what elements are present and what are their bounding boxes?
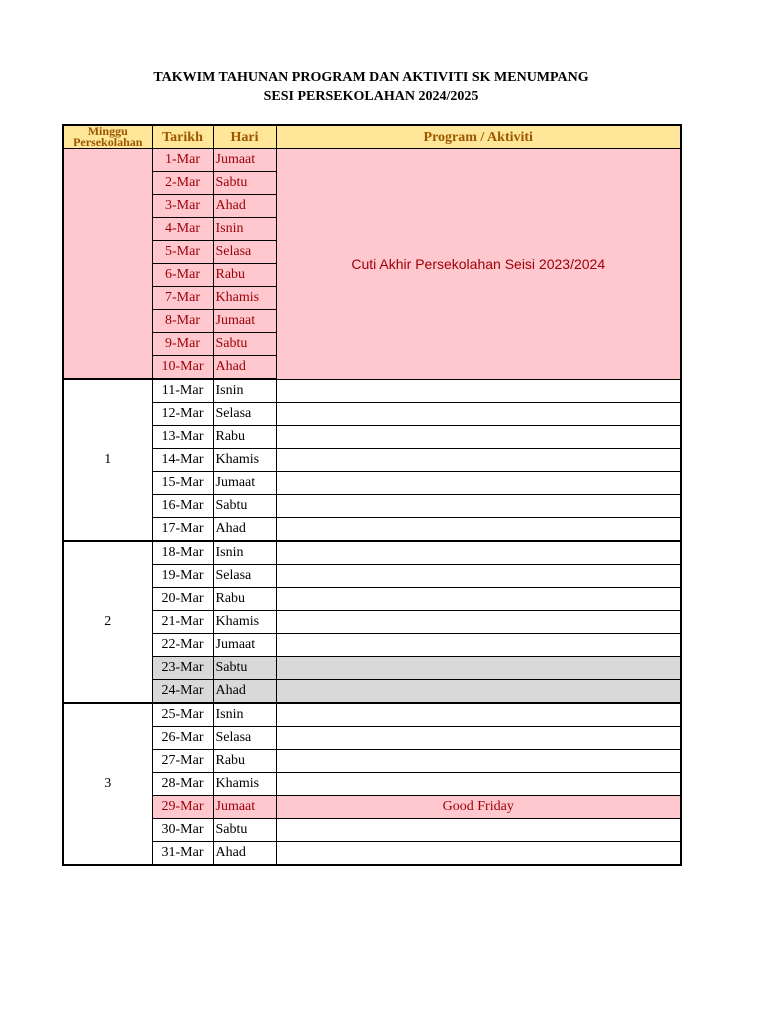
- program-cell: [276, 379, 681, 403]
- day-cell: Selasa: [213, 241, 276, 264]
- table-row: [63, 426, 681, 449]
- date-cell: 28-Mar: [152, 773, 213, 796]
- day-cell: Khamis: [213, 773, 276, 796]
- program-cell: [276, 403, 681, 426]
- date-cell: 14-Mar: [152, 449, 213, 472]
- document-title: TAKWIM TAHUNAN PROGRAM DAN AKTIVITI SK MENUMPANG: [153, 70, 589, 85]
- program-cell: [276, 819, 681, 842]
- date-cell: 19-Mar: [152, 565, 213, 588]
- day-cell: Isnin: [213, 379, 276, 403]
- day-cell: Selasa: [213, 727, 276, 750]
- date-cell: 8-Mar: [152, 310, 213, 333]
- date-cell: 13-Mar: [152, 426, 213, 449]
- day-cell: Ahad: [213, 842, 276, 866]
- date-cell: 1-Mar: [152, 149, 213, 172]
- table-row: [63, 518, 681, 542]
- date-cell: 21-Mar: [152, 611, 213, 634]
- day-cell: Khamis: [213, 611, 276, 634]
- table-row: [63, 819, 681, 842]
- date-cell: 16-Mar: [152, 495, 213, 518]
- day-cell: Khamis: [213, 287, 276, 310]
- date-cell: 2-Mar: [152, 172, 213, 195]
- date-cell: 10-Mar: [152, 356, 213, 380]
- table-row: [63, 842, 681, 866]
- program-cell: [276, 449, 681, 472]
- table-row: [63, 611, 681, 634]
- table-row: [63, 403, 681, 426]
- header-tarikh: Tarikh: [152, 125, 213, 149]
- document-subtitle: SESI PERSEKOLAHAN 2024/2025: [263, 89, 479, 104]
- day-cell: Jumaat: [213, 310, 276, 333]
- program-cell: [276, 680, 681, 704]
- header-minggu-line1: Minggu: [87, 125, 128, 138]
- table-row: [63, 472, 681, 495]
- table-header-row: [63, 125, 681, 149]
- date-cell: 3-Mar: [152, 195, 213, 218]
- date-cell: 7-Mar: [152, 287, 213, 310]
- day-cell: Sabtu: [213, 819, 276, 842]
- date-cell: 23-Mar: [152, 657, 213, 680]
- program-cell: [276, 426, 681, 449]
- day-cell: Rabu: [213, 750, 276, 773]
- table-row: [63, 727, 681, 750]
- day-cell: Jumaat: [213, 472, 276, 495]
- date-cell: 9-Mar: [152, 333, 213, 356]
- table-row: [63, 449, 681, 472]
- table-row: [63, 773, 681, 796]
- table-body: [63, 149, 681, 866]
- date-cell: 25-Mar: [152, 703, 213, 727]
- table-row: [63, 796, 681, 819]
- day-cell: Ahad: [213, 680, 276, 704]
- program-cell: [276, 634, 681, 657]
- header-minggu-line2: Persekolahan: [73, 135, 143, 149]
- date-cell: 30-Mar: [152, 819, 213, 842]
- table-row: [63, 541, 681, 565]
- date-cell: 11-Mar: [152, 379, 213, 403]
- day-cell: Ahad: [213, 356, 276, 380]
- date-cell: 22-Mar: [152, 634, 213, 657]
- program-cell: [276, 842, 681, 866]
- date-cell: 5-Mar: [152, 241, 213, 264]
- program-cell: [276, 518, 681, 542]
- day-cell: Rabu: [213, 588, 276, 611]
- day-cell: Ahad: [213, 195, 276, 218]
- program-cell: [276, 773, 681, 796]
- table-row: [63, 379, 681, 403]
- day-cell: Jumaat: [213, 796, 276, 819]
- day-cell: Selasa: [213, 565, 276, 588]
- program-cell: [276, 611, 681, 634]
- day-cell: Ahad: [213, 518, 276, 542]
- program-cell: [276, 541, 681, 565]
- date-cell: 17-Mar: [152, 518, 213, 542]
- week-cell-empty: [63, 149, 152, 380]
- program-cell: [276, 750, 681, 773]
- day-cell: Sabtu: [213, 172, 276, 195]
- day-cell: Jumaat: [213, 149, 276, 172]
- day-cell: Sabtu: [213, 333, 276, 356]
- day-cell: Jumaat: [213, 634, 276, 657]
- date-cell: 20-Mar: [152, 588, 213, 611]
- day-cell: Rabu: [213, 426, 276, 449]
- table-row: [63, 634, 681, 657]
- day-cell: Khamis: [213, 449, 276, 472]
- header-hari: Hari: [213, 125, 276, 149]
- day-cell: Sabtu: [213, 495, 276, 518]
- day-cell: Isnin: [213, 218, 276, 241]
- program-cell: [276, 727, 681, 750]
- program-cell: [276, 657, 681, 680]
- date-cell: 24-Mar: [152, 680, 213, 704]
- date-cell: 12-Mar: [152, 403, 213, 426]
- week-number-cell: 1: [63, 379, 152, 541]
- day-cell: Isnin: [213, 703, 276, 727]
- table-row: [63, 657, 681, 680]
- week-number-cell: 3: [63, 703, 152, 865]
- table-row: [63, 565, 681, 588]
- header-program: Program / Aktiviti: [276, 125, 681, 149]
- day-cell: Isnin: [213, 541, 276, 565]
- header-minggu: [63, 125, 152, 149]
- table-row: [63, 680, 681, 704]
- takwim-table: [62, 124, 682, 866]
- date-cell: 4-Mar: [152, 218, 213, 241]
- date-cell: 18-Mar: [152, 541, 213, 565]
- day-cell: Selasa: [213, 403, 276, 426]
- program-cell: [276, 703, 681, 727]
- day-cell: Sabtu: [213, 657, 276, 680]
- table-row: [63, 588, 681, 611]
- program-cell: Good Friday: [276, 796, 681, 819]
- date-cell: 26-Mar: [152, 727, 213, 750]
- date-cell: 27-Mar: [152, 750, 213, 773]
- program-cell: [276, 495, 681, 518]
- date-cell: 29-Mar: [152, 796, 213, 819]
- table-row: [63, 703, 681, 727]
- table-row: [63, 750, 681, 773]
- holiday-program-cell: Cuti Akhir Persekolahan Seisi 2023/2024: [276, 149, 681, 380]
- program-cell: [276, 472, 681, 495]
- day-cell: Rabu: [213, 264, 276, 287]
- week-number-cell: 2: [63, 541, 152, 703]
- program-cell: [276, 565, 681, 588]
- table-row: [63, 149, 681, 172]
- date-cell: 15-Mar: [152, 472, 213, 495]
- program-cell: [276, 588, 681, 611]
- table-row: [63, 495, 681, 518]
- date-cell: 31-Mar: [152, 842, 213, 866]
- date-cell: 6-Mar: [152, 264, 213, 287]
